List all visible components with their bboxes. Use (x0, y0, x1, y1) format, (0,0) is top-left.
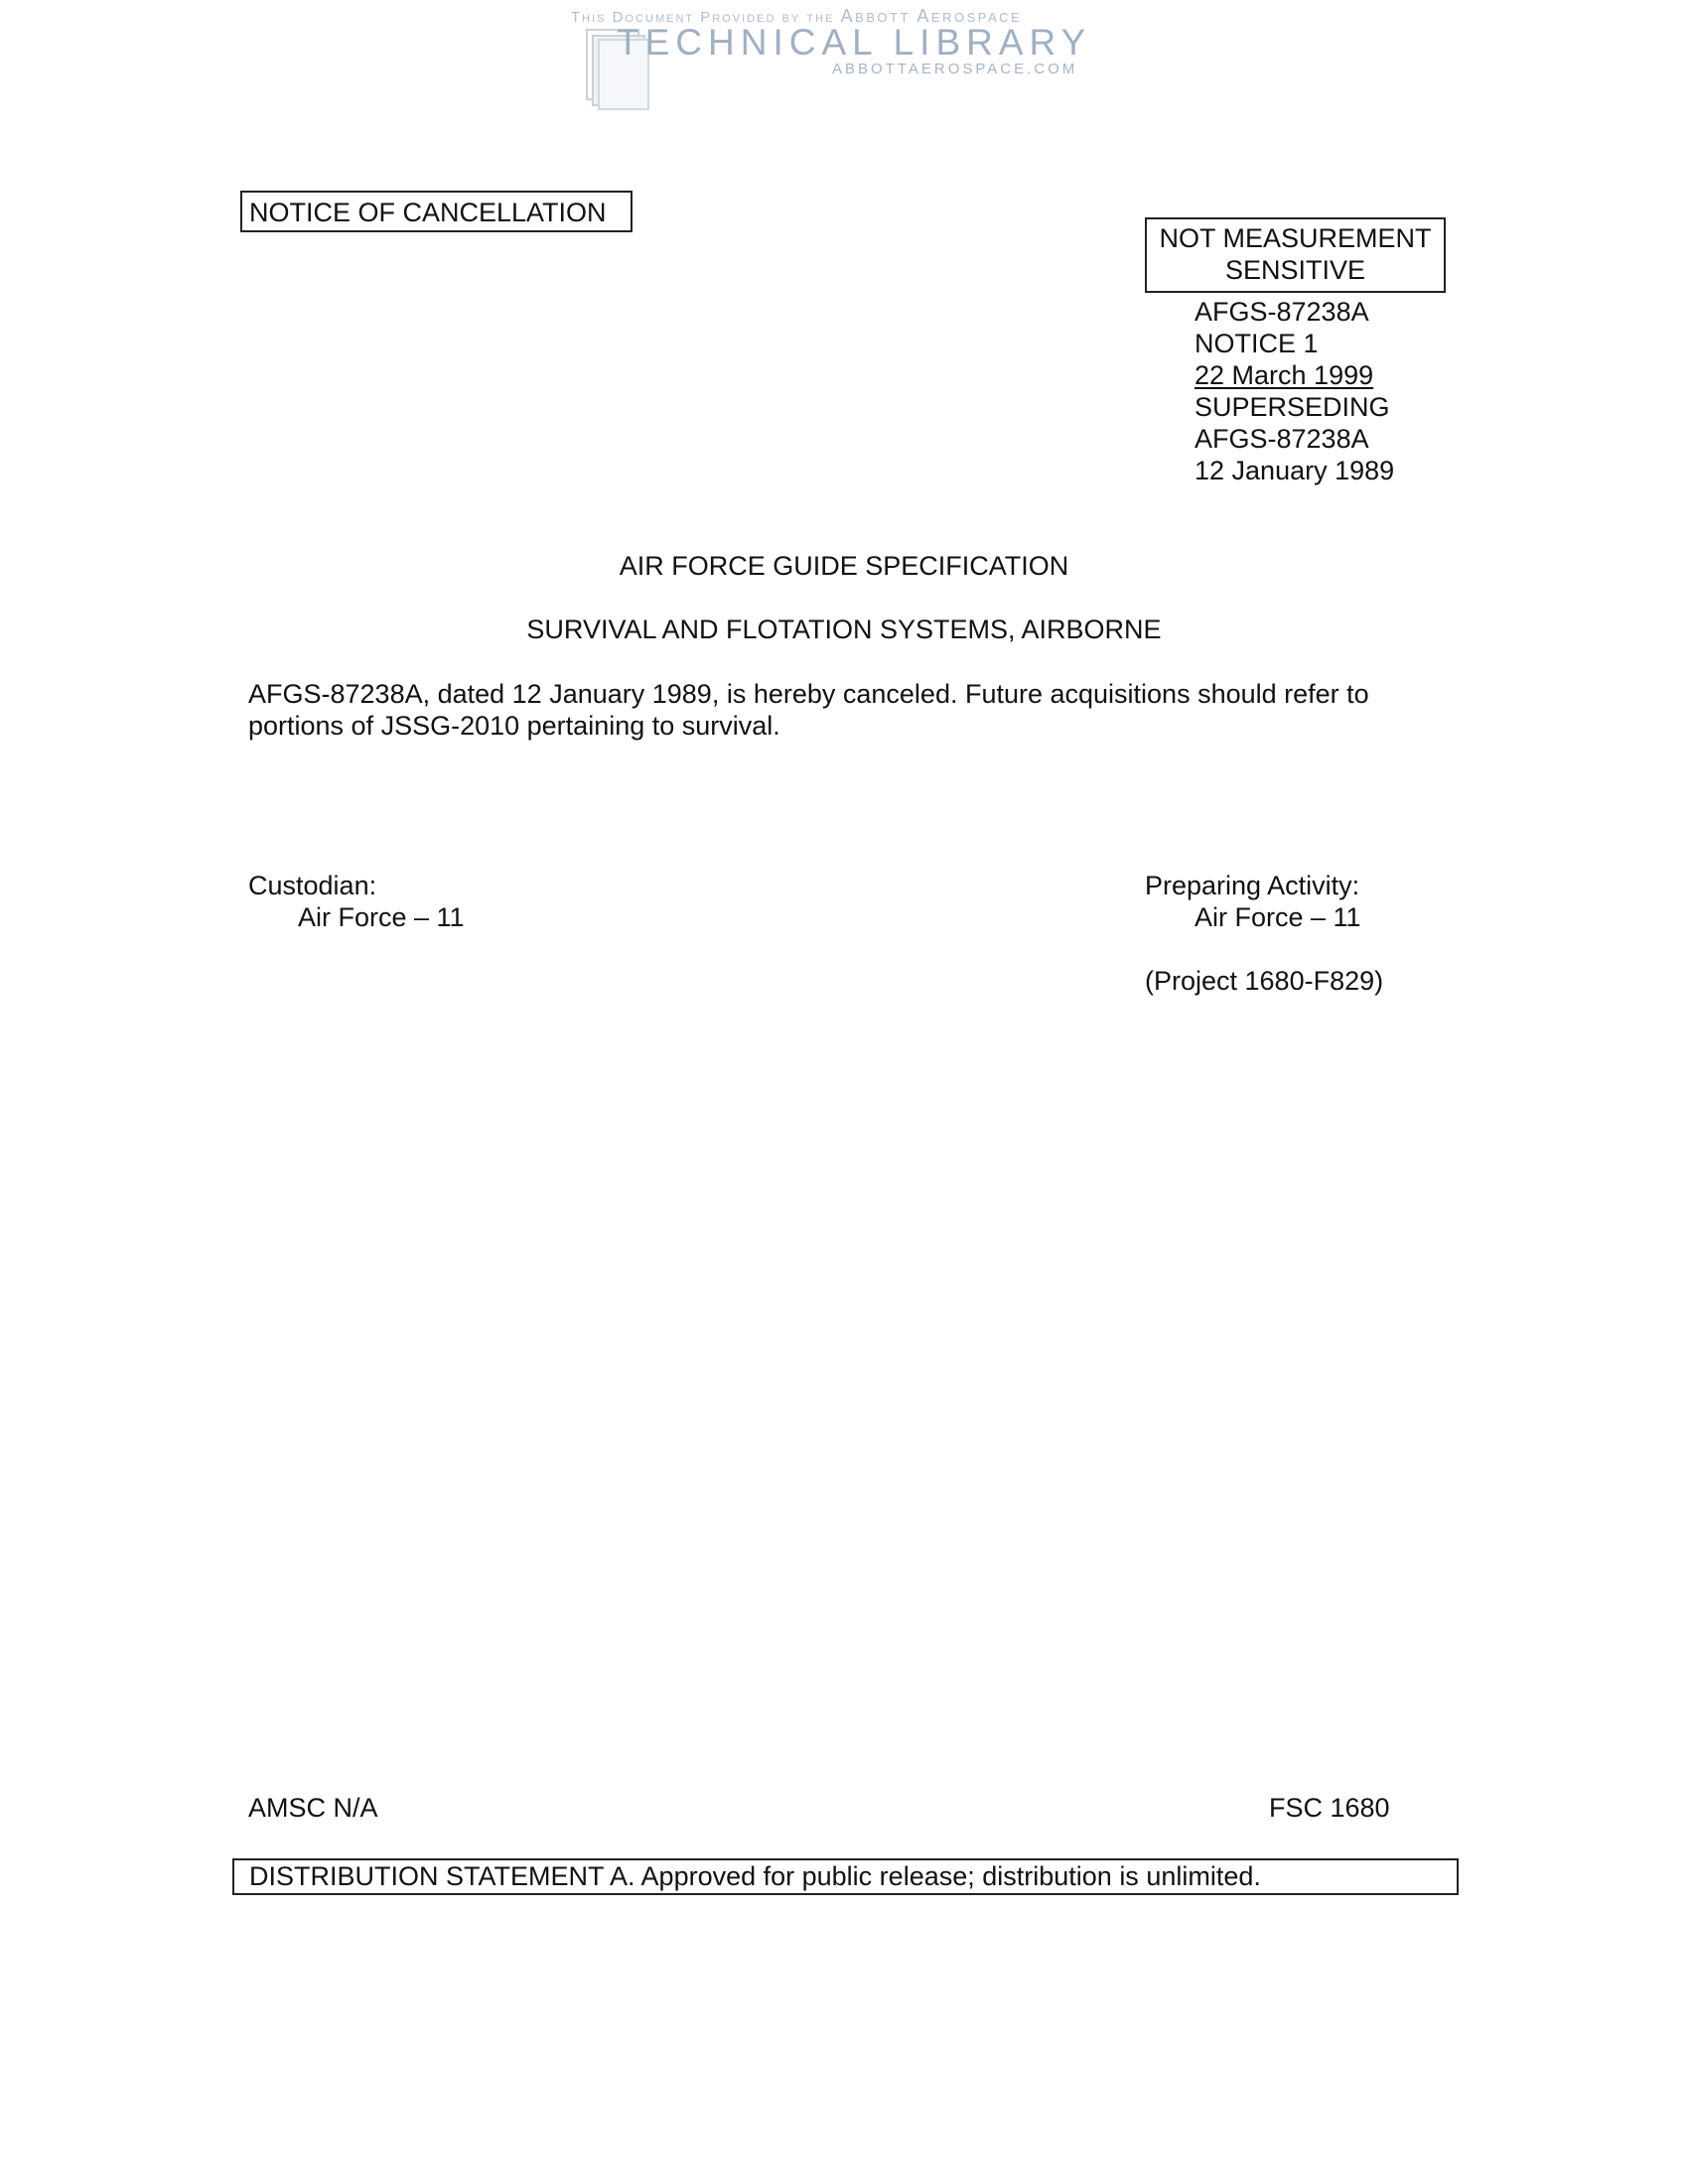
document-subtitle: SURVIVAL AND FLOTATION SYSTEMS, AIRBORNE (526, 614, 1162, 644)
document-id: AFGS-87238A (1195, 297, 1369, 327)
superseded-document-id: AFGS-87238A (1195, 424, 1369, 454)
measurement-line-1: NOT MEASUREMENT (1159, 223, 1432, 253)
preparing-activity-value: Air Force – 11 (1195, 902, 1361, 932)
document-title: AIR FORCE GUIDE SPECIFICATION (619, 551, 1069, 581)
paragraph-line-2: portions of JSSG-2010 pertaining to survival. (248, 711, 780, 741)
superseding-label: SUPERSEDING (1195, 392, 1390, 422)
notice-number: NOTICE 1 (1195, 329, 1319, 358)
cancellation-paragraph (248, 678, 1430, 742)
notice-date: 22 March 1999 (1195, 360, 1374, 390)
distribution-statement: DISTRIBUTION STATEMENT A. Approved for public release; distribution is unlimited. (232, 1858, 1459, 1895)
watermark-brand: Abbott Aerospace (840, 6, 1023, 26)
amsc-code: AMSC N/A (248, 1793, 378, 1823)
watermark-top-prefix: This Document Provided by the (571, 9, 835, 26)
measurement-line-2: SENSITIVE (1224, 255, 1366, 285)
fsc-code: FSC 1680 (1269, 1793, 1390, 1823)
document-identification (1195, 296, 1394, 486)
notice-of-cancellation-box: NOTICE OF CANCELLATION (240, 191, 633, 232)
project-number: (Project 1680-F829) (1145, 966, 1384, 996)
custodian-label: Custodian: (248, 871, 377, 900)
watermark-title: TECHNICAL LIBRARY (617, 22, 1092, 63)
paragraph-line-1: AFGS-87238A, dated 12 January 1989, is hereby canceled. Future acquisitions should refer to (248, 679, 1369, 709)
watermark-url: ABBOTTAEROSPACE.COM (832, 61, 1078, 77)
measurement-sensitivity-box (1145, 217, 1446, 293)
custodian-value: Air Force – 11 (298, 902, 465, 932)
watermark (571, 4, 1092, 118)
superseded-date: 12 January 1989 (1195, 456, 1395, 485)
preparing-activity-label: Preparing Activity: (1145, 871, 1360, 900)
